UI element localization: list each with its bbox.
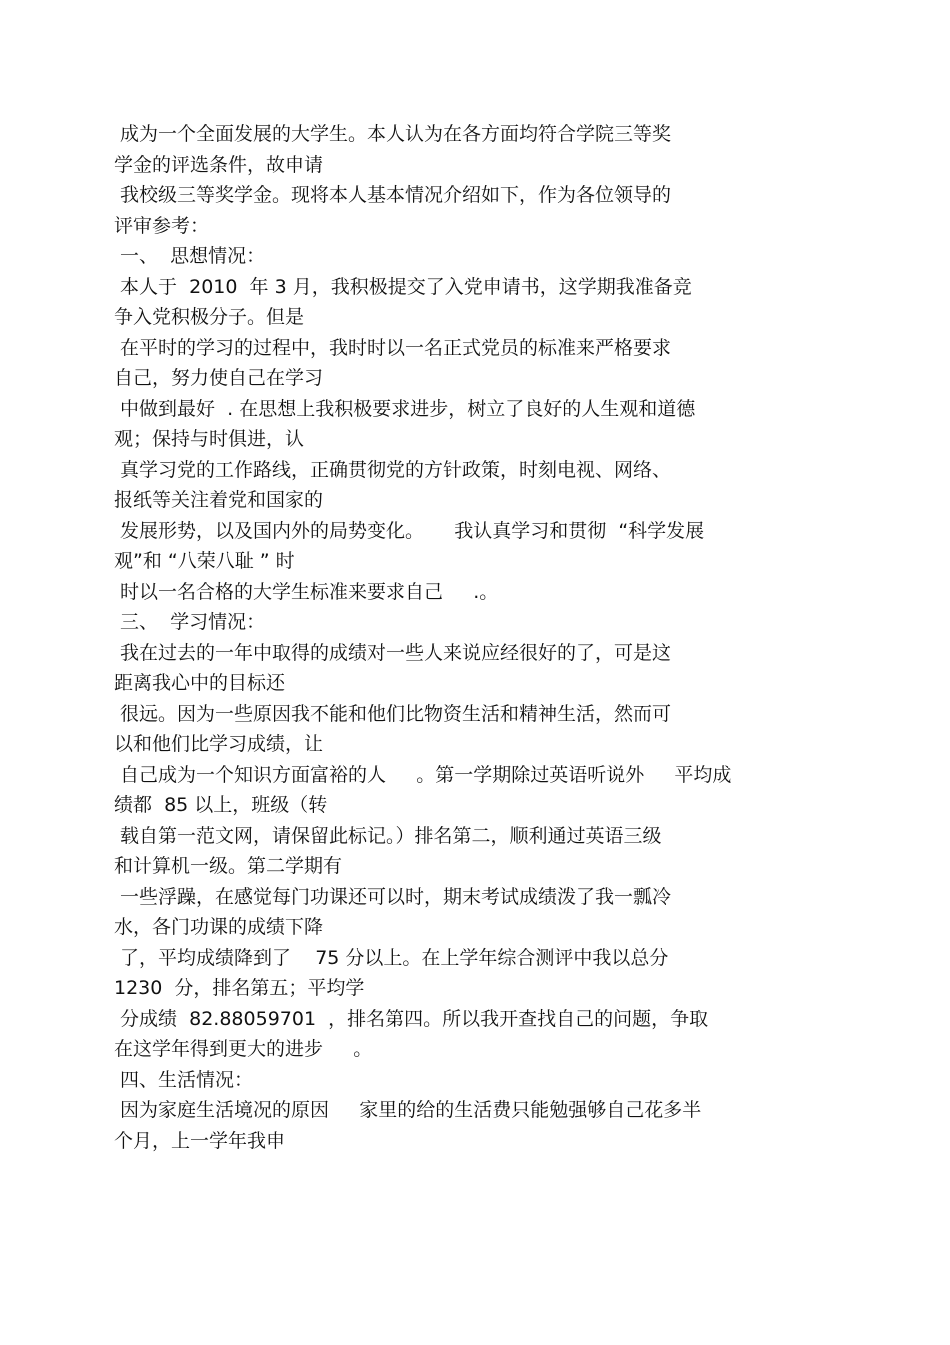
text-line: 自己成为一个知识方面富裕的人 。第一学期除过英语听说外 平均成 xyxy=(114,763,732,786)
text-line: 了，平均成绩降到了 75 分以上。在上学年综合测评中我以总分 xyxy=(114,946,669,969)
text-line: 自己，努力使自己在学习 xyxy=(114,367,324,389)
text-line: 本人于 2010 年 3 月，我积极提交了入党申请书，这学期我准备竞 xyxy=(114,275,692,298)
text-line: 一、 思想情况： xyxy=(114,245,266,267)
text-line: 我在过去的一年中取得的成绩对一些人来说应经很好的了，可是这 xyxy=(114,641,672,664)
text-line: 在平时的学习的过程中，我时时以一名正式党员的标准来严格要求 xyxy=(114,336,672,359)
text-line: 距离我心中的目标还 xyxy=(114,672,286,694)
text-line: 和计算机一级。第二学期有 xyxy=(114,855,343,877)
text-line: 评审参考： xyxy=(114,214,210,237)
text-line: 中做到最好 . 在思想上我积极要求进步，树立了良好的人生观和道德 xyxy=(114,397,696,420)
text-line: 绩都 85 以上，班级（转 xyxy=(114,794,328,816)
text-line: 我校级三等奖学金。现将本人基本情况介绍如下，作为各位领导的 xyxy=(114,184,672,206)
text-line: 在这学年得到更大的进步 。 xyxy=(114,1038,373,1060)
text-line: 报纸等关注着党和国家的 xyxy=(114,489,324,511)
text-line: 个月，上一学年我申 xyxy=(114,1129,286,1152)
text-line: 三、 学习情况： xyxy=(114,611,266,633)
text-line: 1230 分，排名第五；平均学 xyxy=(114,977,365,999)
document-body xyxy=(114,119,874,1156)
text-line: 时以一名合格的大学生标准来要求自己 .。 xyxy=(114,580,499,603)
text-line: 争入党积极分子。但是 xyxy=(114,306,305,328)
text-line: 一些浮躁，在感觉每门功课还可以时，期末考试成绩泼了我一瓢冷 xyxy=(114,885,672,908)
text-line: 成为一个全面发展的大学生。本人认为在各方面均符合学院三等奖 xyxy=(114,123,672,145)
text-line: 以和他们比学习成绩，让 xyxy=(114,733,324,755)
text-line: 载自第一范文网，请保留此标记。）排名第二，顺利通过英语三级 xyxy=(114,824,662,847)
text-line: 发展形势，以及国内外的局势变化。 我认真学习和贯彻 “科学发展 xyxy=(114,519,705,542)
text-line: 分成绩 82.88059701 ，排名第四。所以我开查找自己的问题，争取 xyxy=(114,1007,709,1030)
text-line: 很远。因为一些原因我不能和他们比物资生活和精神生活，然而可 xyxy=(114,702,672,725)
text-line: 四、生活情况： xyxy=(114,1068,254,1091)
text-line: 水，各门功课的成绩下降 xyxy=(114,916,324,938)
text-line: 学金的评选条件，故申请 xyxy=(114,153,324,176)
text-line: 观；保持与时俱进，认 xyxy=(114,428,305,450)
text-line: 真学习党的工作路线，正确贯彻党的方针政策，时刻电视、网络、 xyxy=(114,458,672,481)
text-line: 观”和 “八荣八耻 ” 时 xyxy=(114,550,295,572)
text-line: 因为家庭生活境况的原因 家里的给的生活费只能勉强够自己花多半 xyxy=(114,1099,702,1121)
